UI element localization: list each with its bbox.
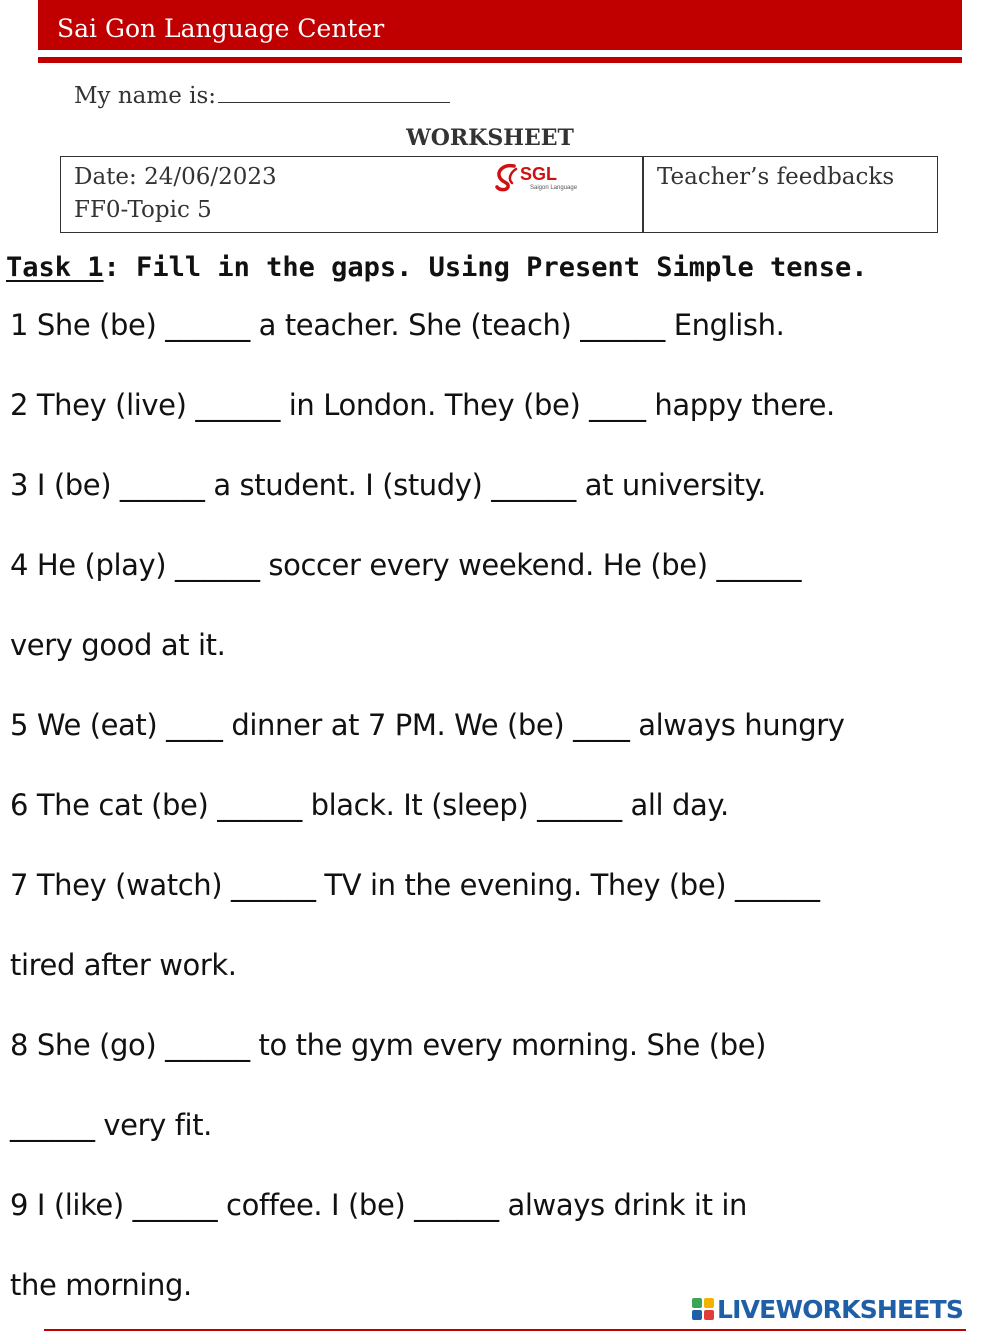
- info-box-divider: [642, 156, 644, 233]
- liveworksheets-logo: [692, 1293, 963, 1325]
- exercise-line[interactable]: 7 They (watch) ______ TV in the evening. They (be) ______: [10, 868, 820, 902]
- topic-text: FF0-Topic 5: [74, 197, 212, 223]
- name-blank[interactable]: [218, 82, 450, 103]
- worksheet-title: WORKSHEET: [406, 125, 574, 151]
- name-label: My name is:: [74, 83, 217, 109]
- sgl-logo-text: SGL: [520, 164, 558, 184]
- exercise-line[interactable]: ______ very fit.: [10, 1108, 212, 1142]
- exercise-line[interactable]: 1 She (be) ______ a teacher. She (teach) ______ English.: [10, 308, 785, 342]
- exercise-line[interactable]: 6 The cat (be) ______ black. It (sleep) ______ all day.: [10, 788, 729, 822]
- exercise-line[interactable]: 2 They (live) ______ in London. They (be) ____ happy there.: [10, 388, 835, 422]
- sgl-logo-subtext: Saigon Language: [530, 185, 578, 191]
- exercise-line: tired after work.: [10, 948, 237, 982]
- exercise-line[interactable]: 9 I (like) ______ coffee. I (be) ______ always drink it in: [10, 1188, 748, 1222]
- sgl-logo-swoosh: [497, 166, 514, 190]
- name-field: [74, 82, 450, 109]
- exercise-line[interactable]: 4 He (play) ______ soccer every weekend. He (be) ______: [10, 548, 802, 582]
- task-label: Task 1: [6, 252, 104, 283]
- task-instruction: : Fill in the gaps. Using Present Simple tense.: [103, 252, 868, 283]
- sgl-logo-swoosh-inner: [510, 169, 516, 183]
- exercise-line: 8 She (go) ______ to the gym every morning. She (be): [10, 1028, 767, 1062]
- feedback-label: Teacher’s feedbacks: [657, 164, 895, 190]
- exercise-line[interactable]: 3 I (be) ______ a student. I (study) ______ at university.: [10, 468, 766, 502]
- center-name: Sai Gon Language Center: [57, 14, 385, 43]
- exercise-line: the morning.: [10, 1268, 192, 1302]
- date-text: Date: 24/06/2023: [74, 164, 277, 190]
- sgl-logo: [494, 161, 589, 193]
- exercise-line[interactable]: 5 We (eat) ____ dinner at 7 PM. We (be) ____ always hungry: [10, 708, 845, 742]
- exercise-line: very good at it.: [10, 628, 226, 662]
- header-divider: [38, 57, 962, 63]
- footer-divider: [44, 1329, 966, 1331]
- liveworksheets-icon: [692, 1298, 714, 1320]
- liveworksheets-text: LIVEWORKSHEETS: [717, 1294, 964, 1324]
- task-title: [6, 252, 868, 283]
